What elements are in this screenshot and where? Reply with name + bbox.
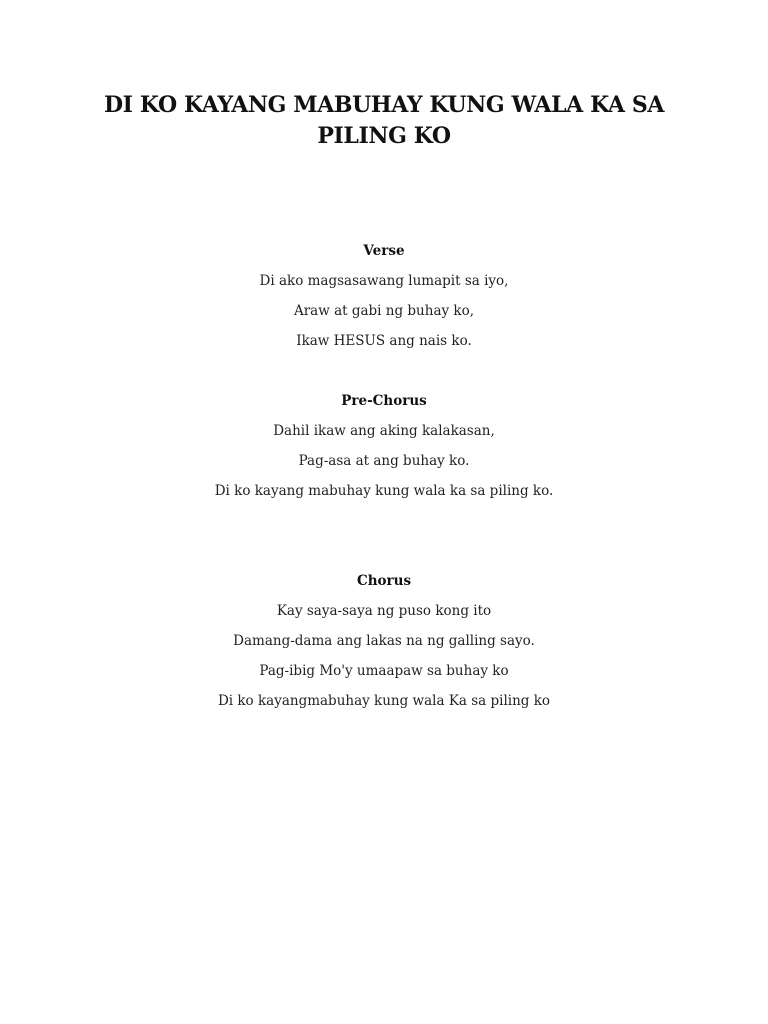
lyric-line: Araw at gabi ng buhay ko, (293, 303, 475, 319)
lyric-line: Kay saya-saya ng puso kong ito (276, 603, 492, 619)
chorus-section (84, 571, 684, 721)
lyric-line: Pag-ibig Mo'y umaapaw sa buhay ko (259, 663, 509, 679)
song-title-line-2: PILING KO (317, 123, 451, 149)
section-heading-pre-chorus: Pre-Chorus (341, 393, 427, 409)
song-title-line-1: DI KO KAYANG MABUHAY KUNG WALA KA SA (104, 92, 664, 118)
lyric-line: Damang-dama ang lakas na ng galling sayo. (233, 633, 535, 649)
lyric-line: Ikaw HESUS ang nais ko. (296, 333, 472, 349)
verse-section (84, 241, 684, 361)
pre-chorus-section (84, 391, 684, 511)
lyric-line: Di ako magsasawang lumapit sa iyo, (259, 273, 509, 289)
section-heading-verse: Verse (363, 243, 405, 259)
lyric-line: Dahil ikaw ang aking kalakasan, (273, 423, 495, 439)
lyric-line: Pag-asa at ang buhay ko. (298, 453, 470, 469)
lyric-line: Di ko kayangmabuhay kung wala Ka sa piling ko (217, 693, 551, 709)
song-title (84, 90, 684, 152)
section-heading-chorus: Chorus (356, 573, 412, 589)
lyric-line: Di ko kayang mabuhay kung wala ka sa piling ko. (214, 483, 554, 499)
